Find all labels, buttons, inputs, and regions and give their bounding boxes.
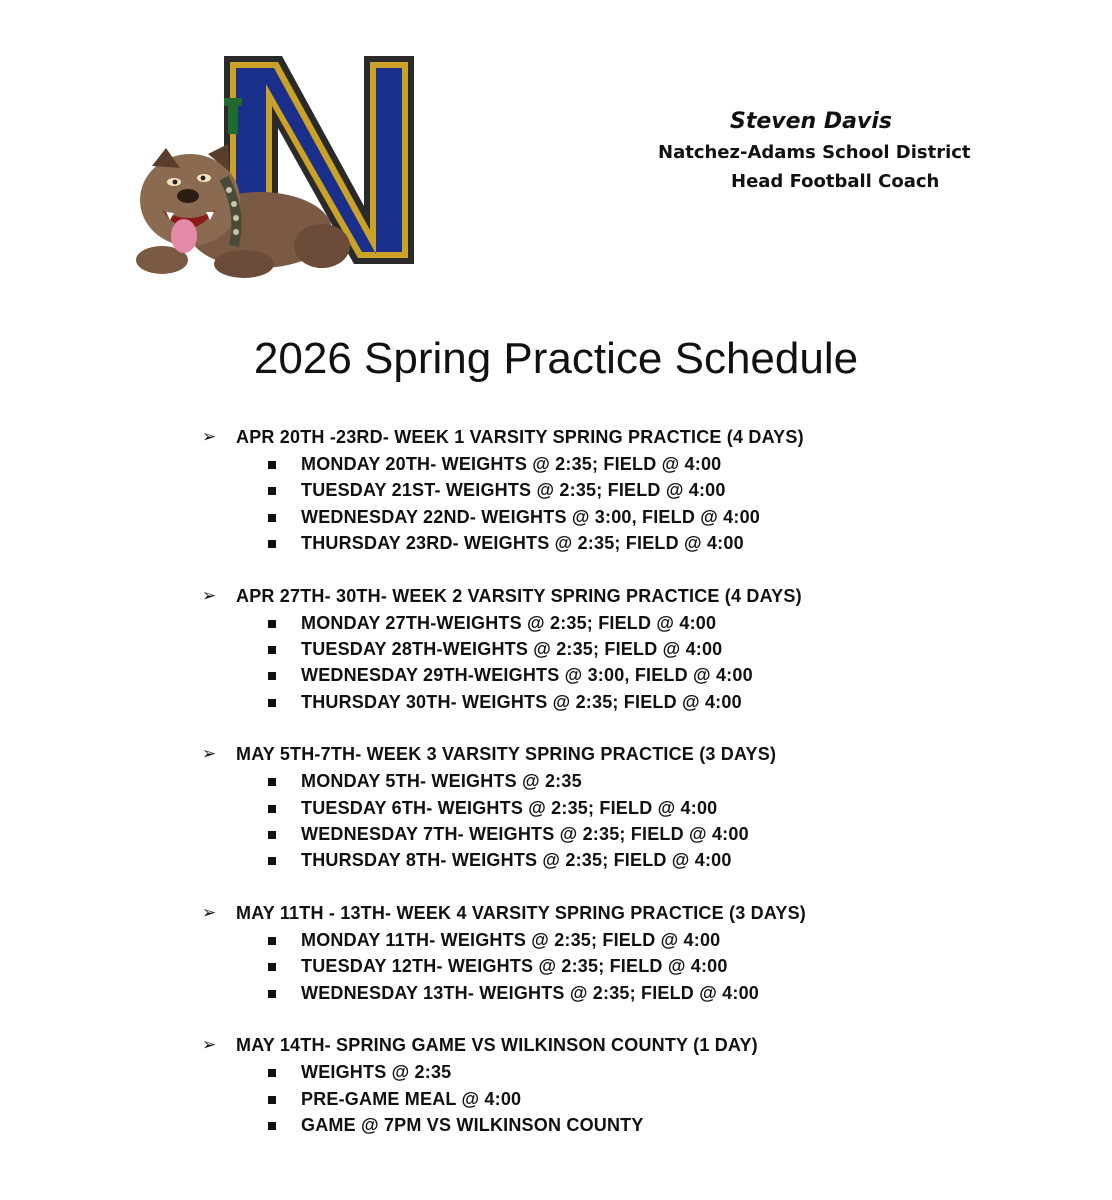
list-item — [200, 1086, 1080, 1112]
day-text: WEIGHTS @ 2:35 — [301, 1062, 452, 1083]
square-bullet-icon — [268, 514, 276, 522]
list-item — [200, 636, 1080, 662]
list-item — [200, 610, 1080, 636]
arrow-bullet-icon: ➢ — [202, 585, 217, 606]
week-4 — [200, 900, 1080, 1006]
square-bullet-icon — [268, 461, 276, 469]
day-text: TUESDAY 21ST- WEIGHTS @ 2:35; FIELD @ 4:00 — [301, 480, 726, 501]
day-text: THURSDAY 8TH- WEIGHTS @ 2:35; FIELD @ 4:00 — [301, 850, 732, 871]
week-2 — [200, 583, 1080, 716]
school-logo — [132, 50, 422, 282]
page-title: 2026 Spring Practice Schedule — [253, 334, 859, 383]
list-item — [200, 847, 1080, 873]
list-item — [200, 980, 1080, 1006]
square-bullet-icon — [268, 805, 276, 813]
day-text: PRE-GAME MEAL @ 4:00 — [301, 1088, 522, 1109]
day-text: WEDNESDAY 22ND- WEIGHTS @ 3:00, FIELD @ 4:00 — [301, 506, 761, 527]
list-item — [200, 477, 1080, 503]
square-bullet-icon — [268, 487, 276, 495]
day-text: GAME @ 7PM VS WILKINSON COUNTY — [301, 1114, 644, 1135]
day-text: THURSDAY 30TH- WEIGHTS @ 2:35; FIELD @ 4:00 — [301, 691, 742, 712]
coach-info — [640, 106, 980, 196]
week-heading-text: MAY 11TH - 13TH- WEEK 4 VARSITY SPRING PRACTICE (3 DAYS) — [236, 902, 806, 923]
arrow-bullet-icon: ➢ — [202, 427, 217, 447]
day-text: THURSDAY 23RD- WEIGHTS @ 2:35; FIELD @ 4:00 — [301, 533, 744, 554]
square-bullet-icon — [268, 672, 276, 680]
square-bullet-icon — [268, 778, 276, 786]
list-item — [200, 1112, 1080, 1138]
day-text: WEDNESDAY 7TH- WEIGHTS @ 2:35; FIELD @ 4:00 — [301, 824, 749, 845]
day-text: MONDAY 27TH-WEIGHTS @ 2:35; FIELD @ 4:00 — [301, 612, 717, 633]
week-3 — [200, 741, 1080, 874]
square-bullet-icon — [268, 699, 276, 707]
square-bullet-icon — [268, 831, 276, 839]
square-bullet-icon — [268, 990, 276, 998]
day-text: WEDNESDAY 13TH- WEIGHTS @ 2:35; FIELD @ 4:00 — [301, 982, 759, 1003]
day-text: WEDNESDAY 29TH-WEIGHTS @ 3:00, FIELD @ 4:00 — [301, 665, 753, 686]
list-item — [200, 530, 1080, 556]
square-bullet-icon — [268, 937, 276, 945]
week-heading-text: MAY 14TH- SPRING GAME VS WILKINSON COUNTY (1 DAY) — [236, 1035, 758, 1056]
week-heading-text: APR 20TH -23RD- WEEK 1 VARSITY SPRING PRACTICE (4 DAYS) — [236, 427, 804, 447]
list-item — [200, 662, 1080, 688]
square-bullet-icon — [268, 540, 276, 548]
square-bullet-icon — [268, 963, 276, 971]
list-item — [200, 953, 1080, 979]
week-heading — [200, 583, 1080, 610]
list-item — [200, 795, 1080, 821]
day-text: MONDAY 20TH- WEIGHTS @ 2:35; FIELD @ 4:00 — [301, 454, 722, 474]
week-heading — [200, 424, 1080, 451]
day-text: MONDAY 5TH- WEIGHTS @ 2:35 — [301, 771, 582, 792]
week-5-spring-game — [200, 1032, 1080, 1138]
week-heading — [200, 741, 1080, 768]
list-item — [200, 768, 1080, 794]
week-heading-text: MAY 5TH-7TH- WEEK 3 VARSITY SPRING PRACTICE (3 DAYS) — [236, 744, 777, 765]
square-bullet-icon — [268, 1069, 276, 1077]
list-item — [200, 927, 1080, 953]
day-text: TUESDAY 6TH- WEIGHTS @ 2:35; FIELD @ 4:00 — [301, 797, 718, 818]
square-bullet-icon — [268, 857, 276, 865]
coach-name: Steven Davis — [730, 109, 892, 134]
list-item — [200, 451, 1080, 477]
coach-title: Head Football Coach — [731, 171, 940, 192]
arrow-bullet-icon: ➢ — [202, 744, 217, 765]
bulldog-n-logo-icon — [132, 50, 422, 282]
arrow-bullet-icon: ➢ — [202, 902, 217, 923]
day-text: MONDAY 11TH- WEIGHTS @ 2:35; FIELD @ 4:00 — [301, 929, 721, 950]
list-item — [200, 689, 1080, 715]
day-text: TUESDAY 28TH-WEIGHTS @ 2:35; FIELD @ 4:00 — [301, 639, 723, 660]
square-bullet-icon — [268, 1096, 276, 1104]
week-heading-text: APR 27TH- 30TH- WEEK 2 VARSITY SPRING PRACTICE (4 DAYS) — [236, 585, 802, 606]
square-bullet-icon — [268, 1122, 276, 1130]
list-item — [200, 1059, 1080, 1085]
schedule — [200, 424, 1080, 1164]
arrow-bullet-icon: ➢ — [202, 1035, 217, 1056]
square-bullet-icon — [268, 646, 276, 654]
day-text: TUESDAY 12TH- WEIGHTS @ 2:35; FIELD @ 4:00 — [301, 956, 728, 977]
week-heading — [200, 1032, 1080, 1059]
week-1 — [200, 424, 1080, 557]
week-heading — [200, 900, 1080, 927]
square-bullet-icon — [268, 620, 276, 628]
list-item — [200, 821, 1080, 847]
list-item — [200, 504, 1080, 530]
coach-district: Natchez-Adams School District — [658, 142, 971, 163]
